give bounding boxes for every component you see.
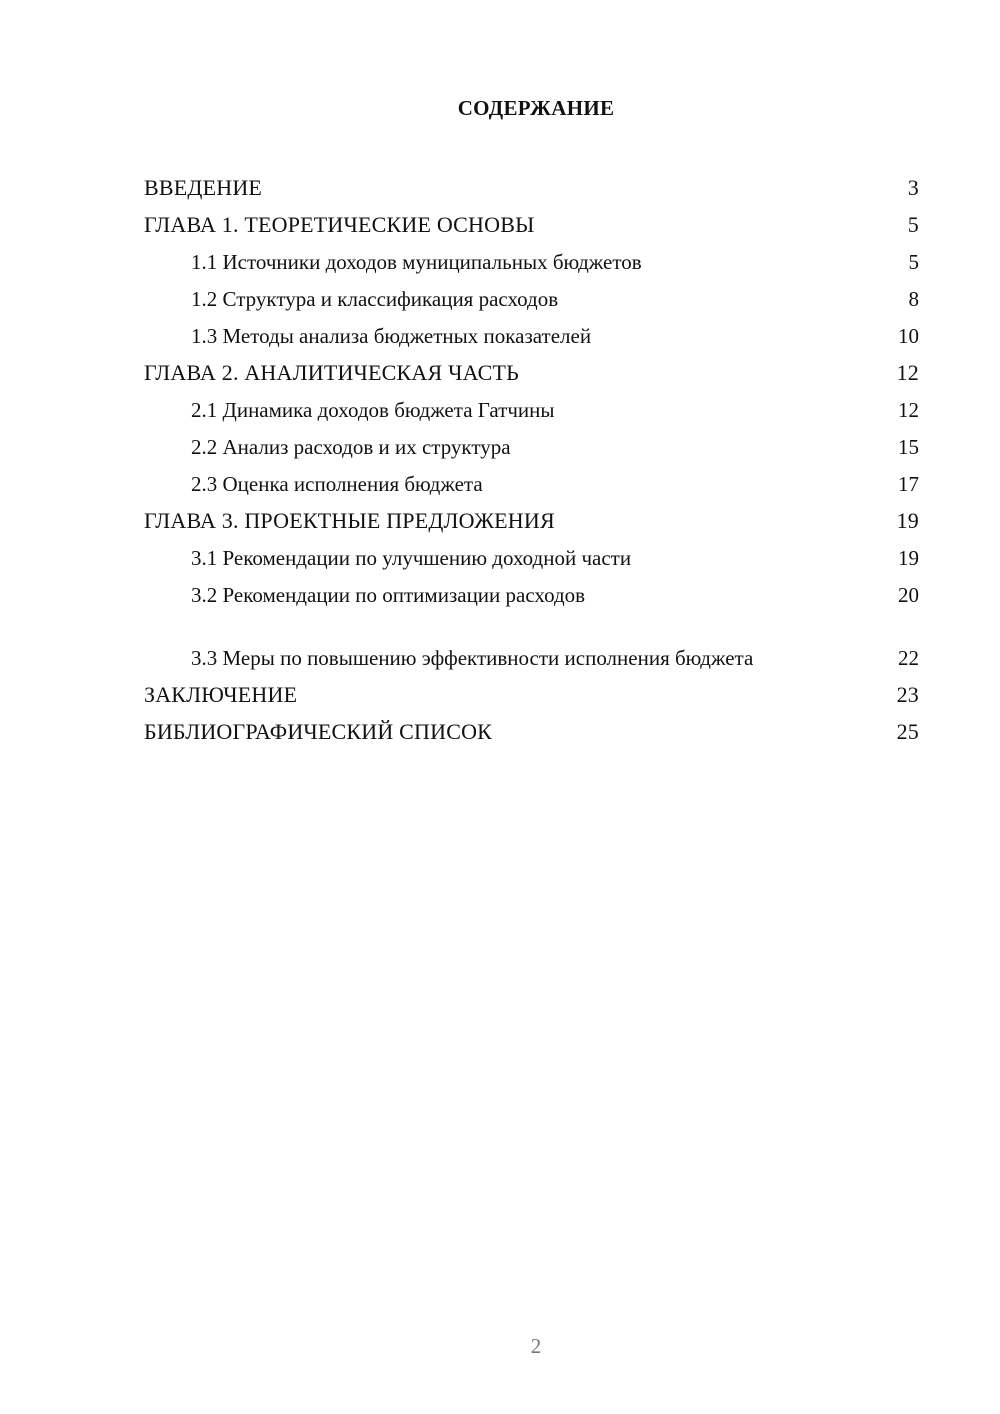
toc-entry-label: 2.3 Оценка исполнения бюджета: [191, 472, 483, 496]
toc-entry-page: 10: [898, 324, 919, 348]
toc-entry-page: 19: [898, 546, 919, 570]
toc-entry-page: 25: [896, 719, 919, 744]
toc-entry-label: БИБЛИОГРАФИЧЕСКИЙ СПИСОК: [144, 719, 493, 744]
toc-entry-label: ГЛАВА 1. ТЕОРЕТИЧЕСКИЕ ОСНОВЫ: [144, 212, 535, 237]
toc-entry-label: 2.2 Анализ расходов и их структура: [191, 435, 511, 459]
toc-entry-label: 2.1 Динамика доходов бюджета Гатчины: [191, 398, 555, 422]
toc-entry-label: ГЛАВА 3. ПРОЕКТНЫЕ ПРЕДЛОЖЕНИЯ: [144, 508, 555, 533]
toc-entry-page: 5: [908, 250, 919, 274]
toc-entry-label: 1.3 Методы анализа бюджетных показателей: [191, 324, 592, 348]
toc-entry-section-2-2[interactable]: [144, 427, 919, 464]
toc-entry-section-1-2[interactable]: [144, 279, 919, 316]
toc-entry-page: 3: [907, 175, 919, 200]
toc-entry-label: ВВЕДЕНИЕ: [144, 175, 263, 200]
toc-entry-chapter-2[interactable]: [144, 353, 919, 390]
toc-entry-introduction[interactable]: [144, 168, 919, 205]
toc-entry-page: 23: [896, 682, 919, 707]
toc-entry-page: 12: [896, 360, 919, 385]
toc-entry-bibliography[interactable]: [144, 712, 919, 749]
toc-entry-page: 5: [907, 212, 919, 237]
toc-entry-label: ЗАКЛЮЧЕНИЕ: [144, 682, 298, 707]
toc-entry-section-2-1[interactable]: [144, 390, 919, 427]
toc-entry-section-2-3[interactable]: [144, 464, 919, 501]
toc-entry-page: 17: [898, 472, 919, 496]
toc-entry-section-1-1[interactable]: [144, 242, 919, 279]
toc-entry-label: 1.2 Структура и классификация расходов: [191, 287, 559, 311]
toc-entry-page: 12: [898, 398, 919, 422]
page-number: 2: [530, 1334, 542, 1358]
toc-entry-label: ГЛАВА 2. АНАЛИТИЧЕСКАЯ ЧАСТЬ: [144, 360, 519, 385]
toc-entry-section-3-1[interactable]: [144, 538, 919, 575]
toc-entry-page: 20: [898, 583, 919, 607]
toc-entry-label: 1.1 Источники доходов муниципальных бюджетов: [191, 250, 642, 274]
toc-entry-chapter-3[interactable]: [144, 501, 919, 538]
toc-entry-page: 19: [896, 508, 919, 533]
toc-entry-page: 22: [898, 646, 919, 670]
toc-entry-section-1-3[interactable]: [144, 316, 919, 353]
toc-entry-conclusion[interactable]: [144, 675, 919, 712]
toc-entry-page: 15: [898, 435, 919, 459]
table-of-contents: [144, 168, 919, 749]
toc-entry-label: 3.1 Рекомендации по улучшению доходной части: [191, 546, 632, 570]
toc-entry-section-3-3[interactable]: [144, 612, 919, 675]
toc-entry-label: 3.2 Рекомендации по оптимизации расходов: [191, 583, 586, 607]
page-title: СОДЕРЖАНИЕ: [457, 96, 615, 120]
toc-entry-section-3-2[interactable]: [144, 575, 919, 612]
toc-entry-page: 8: [908, 287, 919, 311]
toc-entry-label: 3.3 Меры по повышению эффективности исполнения бюджета: [191, 646, 754, 670]
toc-entry-chapter-1[interactable]: [144, 205, 919, 242]
